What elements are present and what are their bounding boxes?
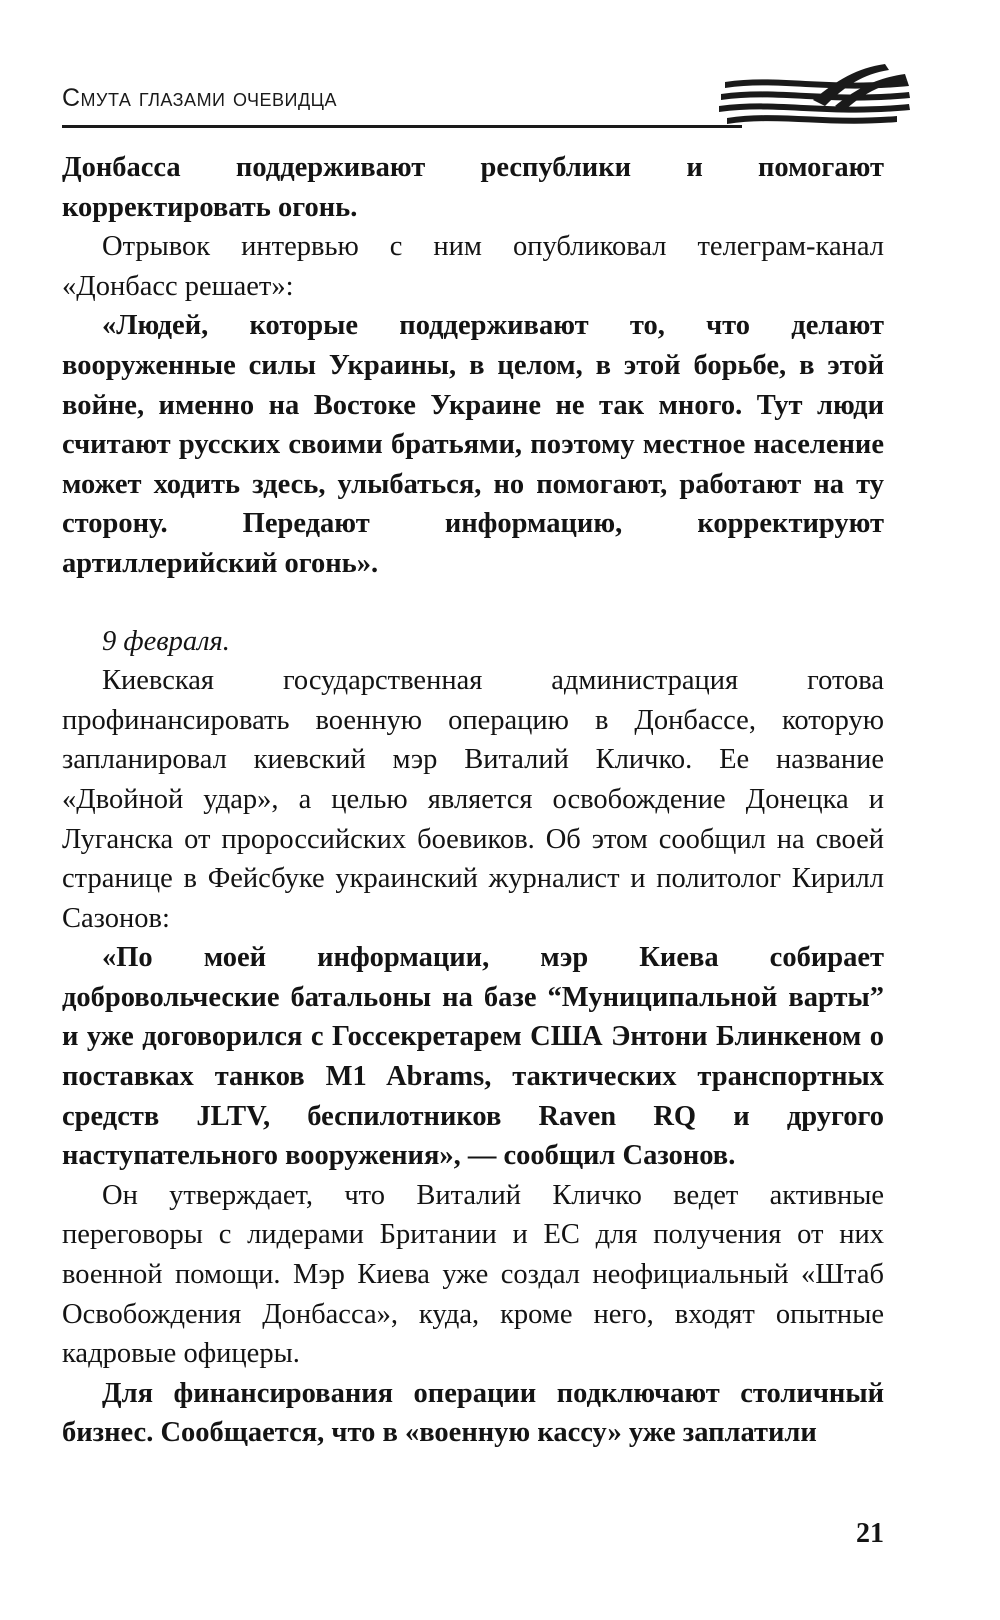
running-title: Смута глазами очевидца — [62, 84, 338, 112]
paragraph-financing: Для финансирования операции подключают столичный бизнес. Сообщается, что в «военную кассу» уже заплатили — [62, 1377, 884, 1449]
header-rule — [62, 125, 742, 128]
page-number: 21 — [856, 1518, 884, 1549]
quote-sazonov: «По моей информации, мэр Киева собирает добровольческие батальоны на базе “Муниципальной варты” и уже договорился с Госсекретарем США Энтони Блинкеном о поставках танков M1 Abrams, тактических транспортных средств JLTV, беспилотников Raven RQ и другого наступательного вооружения», — сообщил Сазонов. — [62, 942, 884, 1172]
page-header — [62, 60, 912, 132]
paragraph-intro: Отрывок интервью с ним опубликовал телеграм-канал «Донбасс решает»: — [62, 231, 884, 302]
body-text — [62, 148, 884, 1453]
speed-stripes-logo-icon — [717, 60, 912, 130]
paragraph-continuation: Донбасса поддерживают республики и помогают корректировать огонь. — [62, 152, 884, 223]
paragraph-klitschko: Он утверждает, что Виталий Кличко ведет активные переговоры с лидерами Британии и ЕС для получения от них военной помощи. Мэр Киева уже создал неофициальный «Штаб Освобождения Донбасса», куда, кроме него, входят опытные кадровые офицеры. — [62, 1179, 884, 1370]
quote-paragraph: «Людей, которые поддерживают то, что делают вооруженные силы Украины, в целом, в этой борьбе, в этой войне, именно на Востоке Украине не так много. Тут люди считают русских своими братьями, поэтому местное население может ходить здесь, улыбаться, но помогают, работают на ту сторону. Передают информацию, корректируют артиллерийский огонь». — [62, 310, 884, 579]
date-heading: 9 февраля. — [102, 625, 230, 657]
paragraph-kyiv-administration: Киевская государственная администрация готова профинансировать военную операцию в Донбассе, которую запланировал киевский мэр Виталий Кличко. Ее название «Двойной удар», а целью является освобождение Донецка и Луганска от пророссийских боевиков. Об этом сообщил на своей странице в Фейсбуке украинский журналист и политолог Кирилл Сазонов: — [62, 665, 884, 934]
